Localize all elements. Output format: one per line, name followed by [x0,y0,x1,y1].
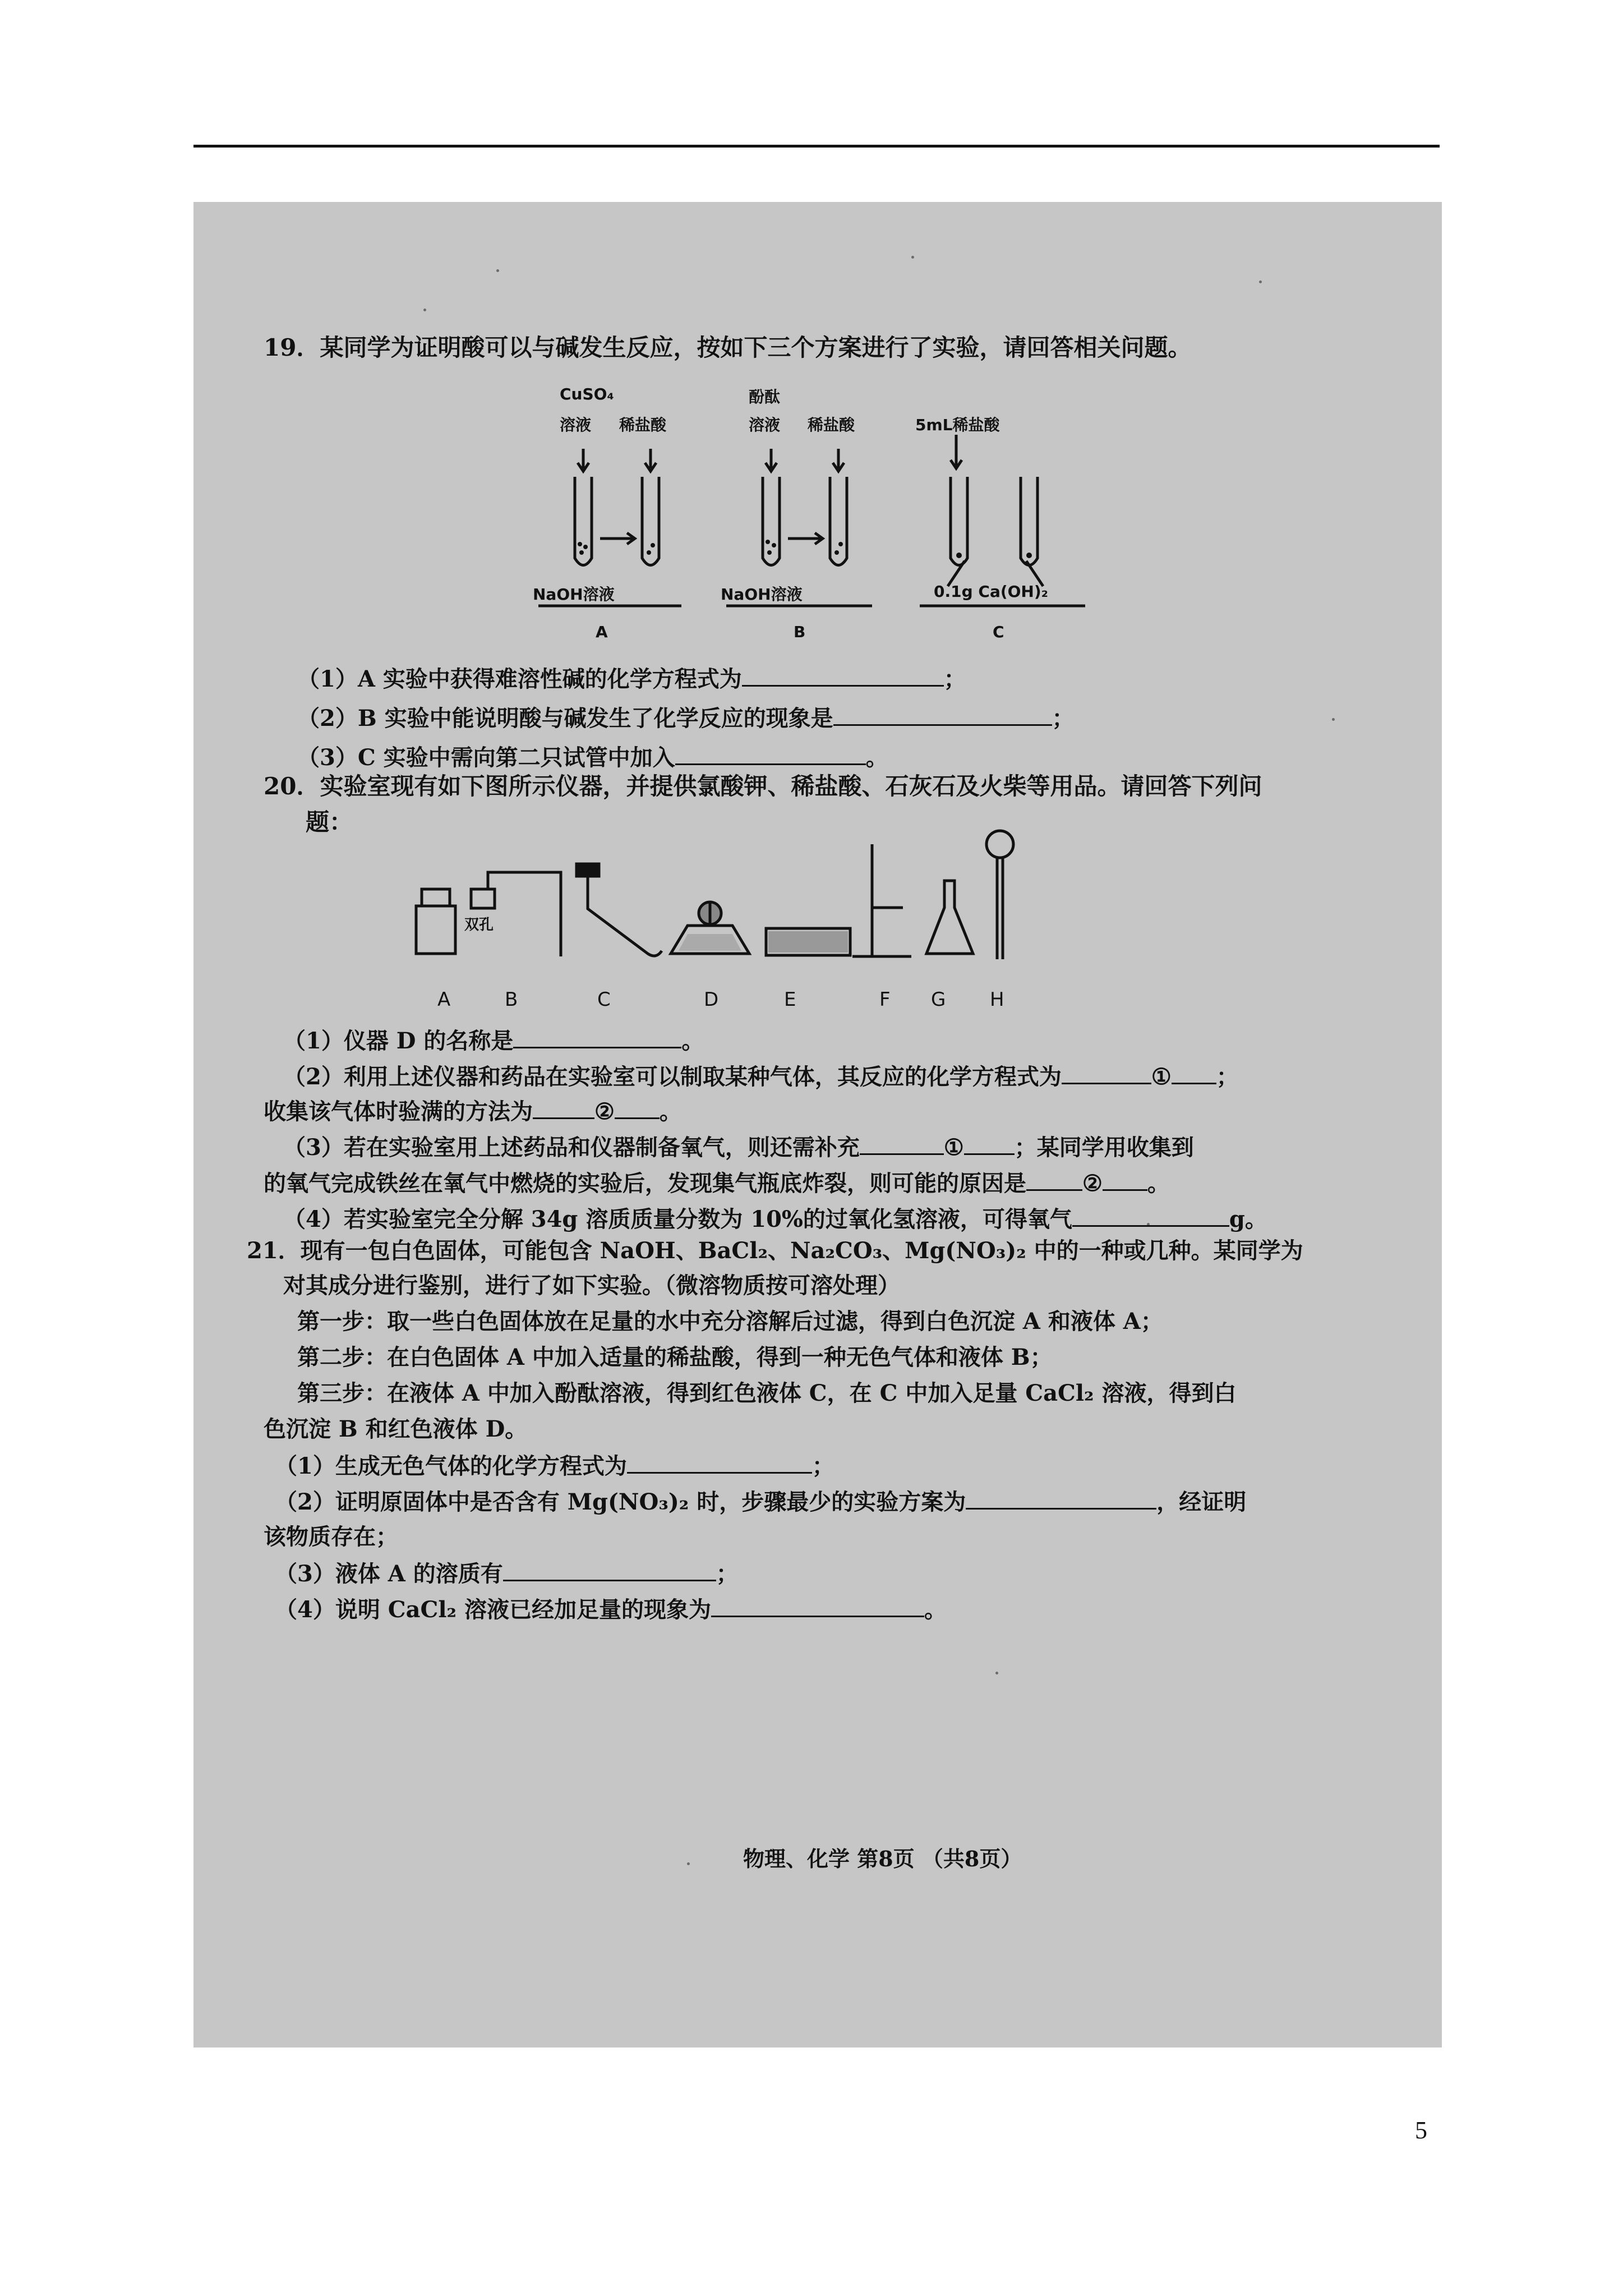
q20-stem-line2: 题： [306,808,353,836]
fig-b-solution: 溶液 [749,416,781,434]
fig-label-a: A [437,988,451,1011]
q20-part3-line1: （3）若在实验室用上述药品和仪器制备氧气，则还需补充 ① ；某同学用收集到 [283,1134,1194,1161]
fig-label-b: B [505,988,518,1011]
fig-label-d: D [704,988,719,1011]
fig-a-cuso4: CuSO₄ [560,385,614,403]
q21-step3-line1: 第三步：在液体 A 中加入酚酞溶液，得到红色液体 C，在 C 中加入足量 CaCl₂ 溶液，得到白 [297,1380,1237,1406]
fig-c-caoh2: 0.1g Ca(OH)₂ [934,582,1048,601]
q21-part3: （3）液体 A 的溶质有 ； [275,1561,739,1587]
fig-a-label: A [596,623,608,641]
fig-a-solution: 溶液 [560,416,592,434]
page-number: 5 [1415,2116,1427,2144]
q20-part1: （1）仪器 D 的名称是 。 [283,1028,704,1054]
fig-b-label: B [794,623,806,641]
fig-c-5ml-hcl: 5mL稀盐酸 [915,416,1000,434]
q21-part2-line1: （2）证明原固体中是否含有 Mg(NO₃)₂ 时，步骤最少的实验方案为 ，经证明 [275,1489,1247,1515]
fig-label-f: F [879,988,891,1011]
q20-part3-line2: 的氧气完成铁丝在氧气中燃烧的实验后，发现集气瓶底炸裂，则可能的原因是 ② 。 [264,1170,1170,1197]
q21-step1: 第一步：取一些白色固体放在足量的水中充分溶解后过滤，得到白色沉淀 A 和液体 A； [297,1308,1163,1335]
q21-part4: （4）说明 CaCl₂ 溶液已经加足量的现象为 。 [275,1596,947,1623]
fig-label-h: H [990,988,1004,1011]
q20-stem-line1: 20．实验室现有如下图所示仪器，并提供氯酸钾、稀盐酸、石灰石及火柴等用品。请回答下列问 [264,772,1262,800]
fig-b-dilute-hcl: 稀盐酸 [808,416,855,434]
q21-step2: 第二步：在白色固体 A 中加入适量的稀盐酸，得到一种无色气体和液体 B； [297,1344,1053,1370]
fig-label-g: G [931,988,946,1011]
q21-part2-line2: 该物质存在； [264,1524,398,1550]
fig-a-naoh: NaOH溶液 [533,585,615,604]
fig-b-phenolphthalein: 酚酞 [749,388,781,406]
q19-part2: （2）B 实验中能说明酸与碱发生了化学反应的现象是 ； [297,705,1075,731]
q19-part1: （1）A 实验中获得难溶性碱的化学方程式为 ； [297,666,966,692]
q21-stem-line1: 21．现有一包白色固体，可能包含 NaOH、BaCl₂、Na₂CO₃、Mg(NO₃)₂ 中的一种或几种。某同学为 [247,1237,1303,1264]
q20-apparatus-figure [0,0,1623,1038]
fig-a-dilute-hcl: 稀盐酸 [619,416,667,434]
q21-part1: （1）生成无色气体的化学方程式为 ； [275,1453,834,1479]
q20-part4: （4）若实验室完全分解 34g 溶质质量分数为 10%的过氧化氢溶液，可得氧气 g。 [283,1206,1267,1232]
q19-part3: （3）C 实验中需向第二只试管中加入 。 [297,744,888,771]
q21-stem-line2: 对其成分进行鉴别，进行了如下实验。（微溶物质按可溶处理） [283,1272,900,1299]
fig-b-double-hole-label: 双孔 [464,917,494,933]
fig-label-c: C [597,988,611,1011]
q19-stem: 19．某同学为证明酸可以与碱发生反应，按如下三个方案进行了实验，请回答相关问题。 [264,334,1192,361]
q21-step3-line2: 色沉淀 B 和红色液体 D。 [264,1416,528,1442]
fig-label-e: E [784,988,796,1011]
fig-b-naoh: NaOH溶液 [721,585,803,604]
q20-part2-line1: （2）利用上述仪器和药品在实验室可以制取某种气体，其反应的化学方程式为 ① ； [283,1064,1239,1090]
fig-c-label: C [993,623,1004,641]
sheet-footer: 物理、化学 第8页 （共8页） [743,1846,1022,1871]
q20-part2-line2: 收集该气体时验满的方法为 ② 。 [264,1098,682,1125]
